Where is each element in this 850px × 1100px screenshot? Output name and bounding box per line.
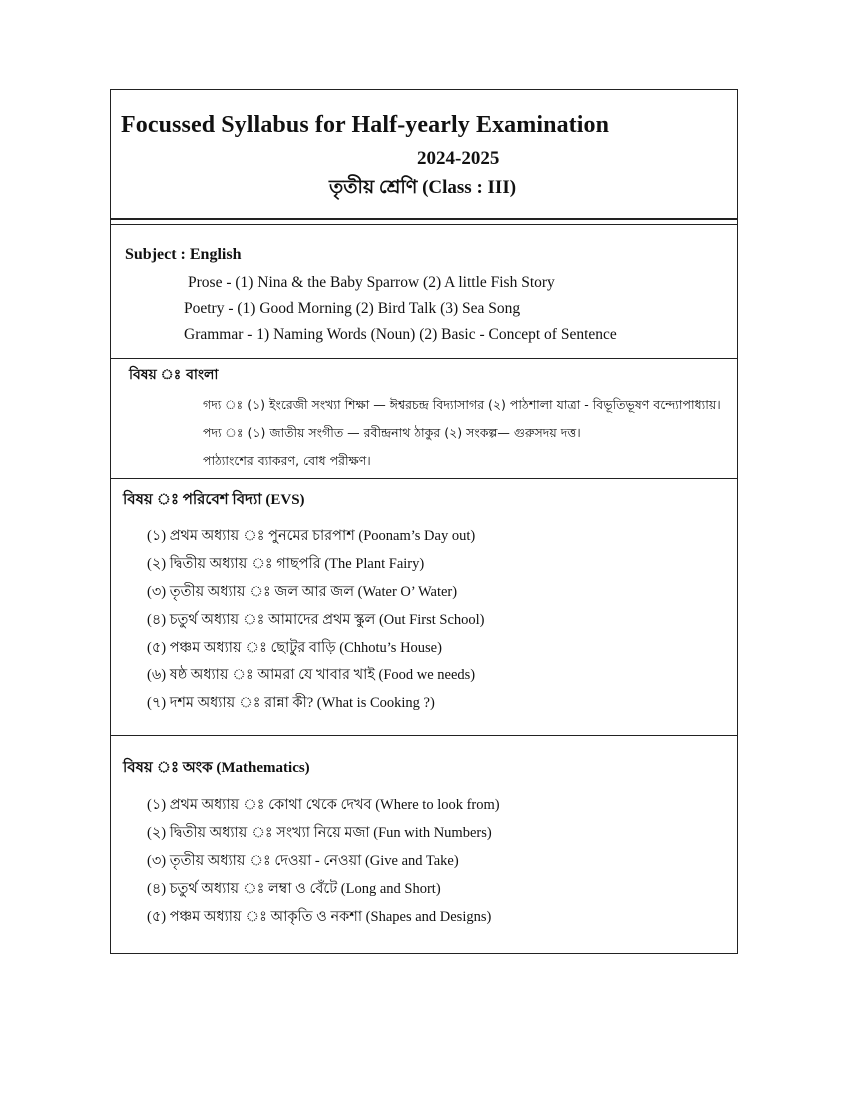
bangla-divider [111, 478, 737, 479]
page-title: Focussed Syllabus for Half-yearly Examination [121, 112, 610, 138]
evs-chapter-6: (৬) ষষ্ঠ অধ্যায় ঃ আমরা যে খাবার খাই (Food we needs) [147, 667, 476, 683]
evs-chapter-3: (৩) তৃতীয় অধ্যায় ঃ জল আর জল (Water O’ Water) [147, 584, 458, 600]
academic-year: 2024-2025 [417, 148, 500, 169]
bangla-grammar: পাঠ্যাংশের ব্যাকরণ, বোধ পরীক্ষণ। [203, 453, 371, 468]
evs-chapter-5: (৫) পঞ্চম অধ্যায় ঃ ছোটুর বাড়ি (Chhotu’s House) [147, 640, 442, 656]
evs-chapter-7: (৭) দশম অধ্যায় ঃ রান্না কী? (What is Cooking ?) [147, 695, 435, 711]
english-prose: Prose - (1) Nina & the Baby Sparrow (2) A little Fish Story [188, 274, 555, 291]
english-poetry: Poetry - (1) Good Morning (2) Bird Talk (3) Sea Song [184, 300, 521, 317]
header-divider-top [111, 218, 737, 220]
evs-divider [111, 735, 737, 736]
maths-chapter-1: (১) প্রথম অধ্যায় ঃ কোথা থেকে দেখব (Where to look from) [147, 797, 500, 813]
english-divider [111, 358, 737, 359]
evs-heading: বিষয় ঃ পরিবেশ বিদ্যা (EVS) [123, 492, 305, 508]
english-grammar: Grammar - 1) Naming Words (Noun) (2) Basic - Concept of Sentence [184, 326, 617, 343]
evs-chapter-1: (১) প্রথম অধ্যায় ঃ পুনমের চারপাশ (Poonam’s Day out) [147, 528, 476, 544]
english-heading: Subject : English [125, 246, 242, 263]
bangla-poetry: পদ্য ঃ (১) জাতীয় সংগীত — রবীন্দ্রনাথ ঠাকুর (২) সংকল্প— গুরুসদয় দত্ত। [203, 425, 581, 440]
syllabus-frame [110, 89, 738, 954]
maths-chapter-3: (৩) তৃতীয় অধ্যায় ঃ দেওয়া - নেওয়া (Give and Take) [147, 853, 459, 869]
maths-chapter-5: (৫) পঞ্চম অধ্যায় ঃ আকৃতি ও নকশা (Shapes and Designs) [147, 909, 492, 925]
maths-heading: বিষয় ঃ অংক (Mathematics) [123, 760, 310, 776]
class-label: তৃতীয় শ্রেণি (Class : III) [329, 177, 517, 198]
evs-chapter-2: (২) দ্বিতীয় অধ্যায় ঃ গাছপরি (The Plant Fairy) [147, 556, 425, 572]
header-divider-bottom [111, 224, 737, 225]
bangla-prose: গদ্য ঃ (১) ইংরেজী সংখ্যা শিক্ষা — ঈশ্বরচন্দ্র বিদ্যাসাগর (২) পাঠশালা যাত্রা - বিভূতিভূষণ বন্দ্যোপাধ্যায়। [203, 397, 721, 412]
maths-chapter-2: (২) দ্বিতীয় অধ্যায় ঃ সংখ্যা নিয়ে মজা (Fun with Numbers) [147, 825, 492, 841]
maths-chapter-4: (৪) চতুর্থ অধ্যায় ঃ লম্বা ও বেঁটে (Long and Short) [147, 881, 441, 897]
bangla-heading: বিষয় ঃ বাংলা [129, 367, 219, 383]
evs-chapter-4: (৪) চতুর্থ অধ্যায় ঃ আমাদের প্রথম স্কুল (Out First School) [147, 612, 485, 628]
